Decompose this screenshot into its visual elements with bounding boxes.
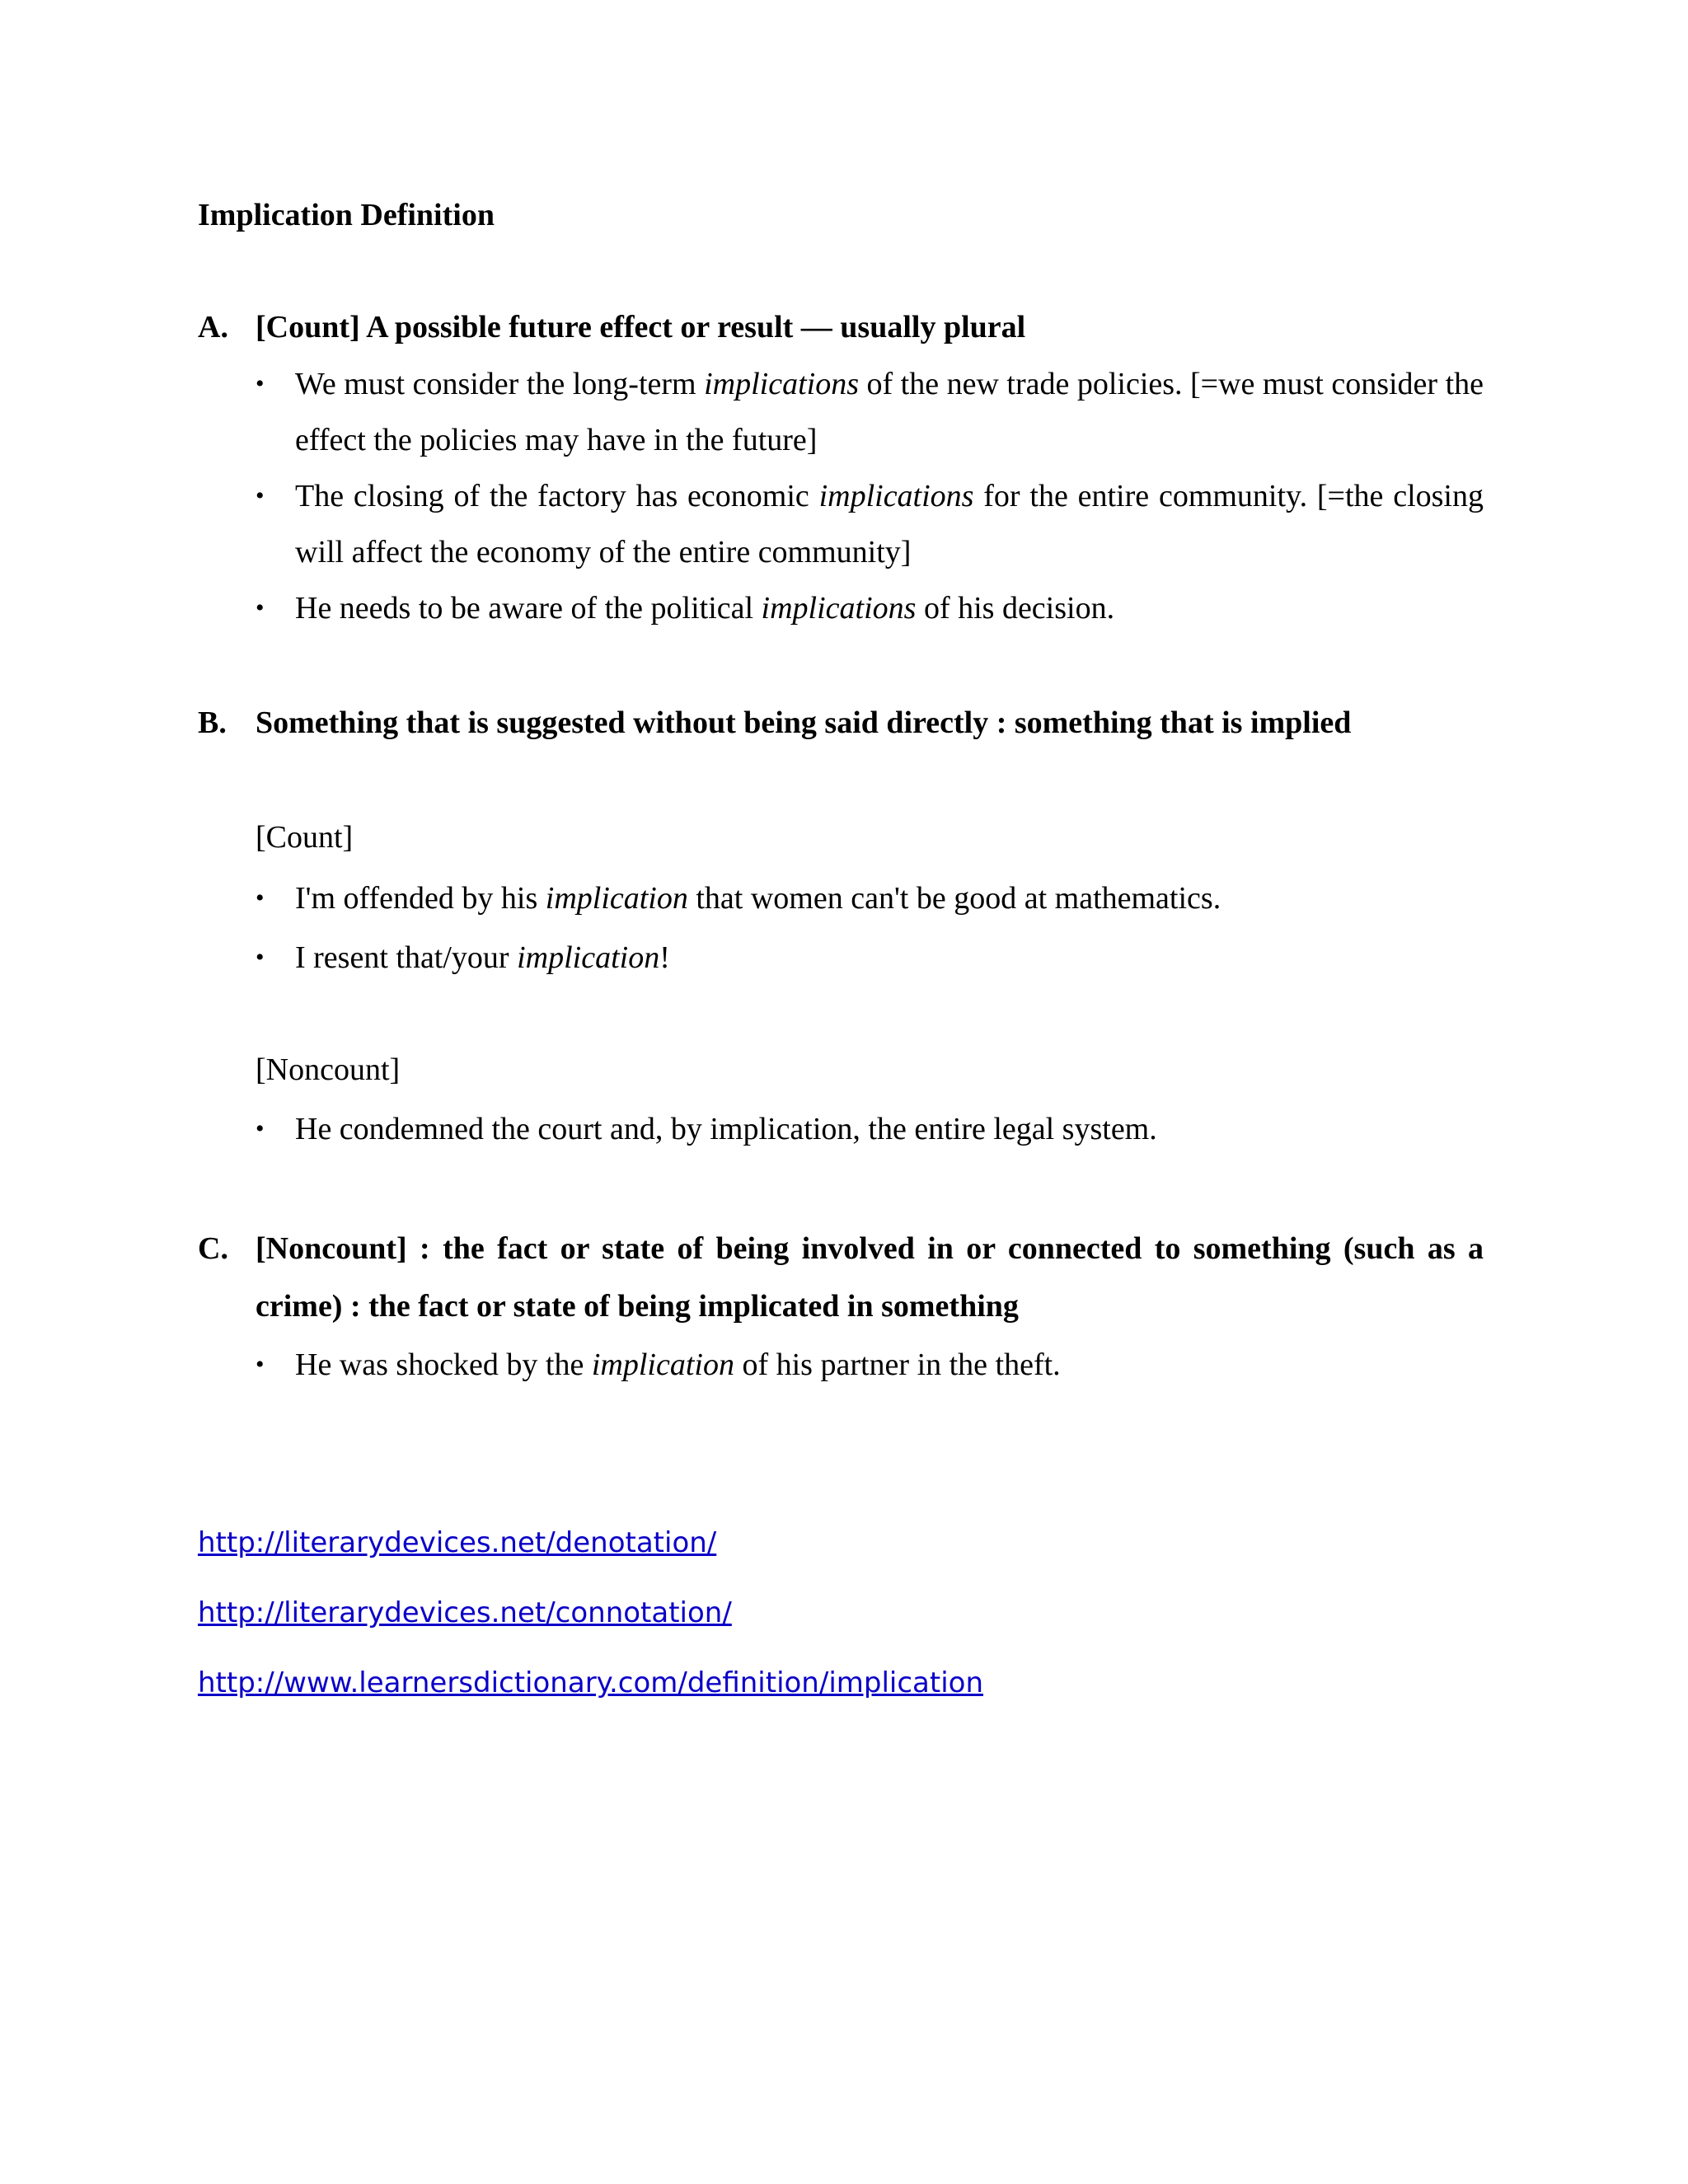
section-c-bullets — [256, 1337, 1484, 1393]
list-item: • He needs to be aware of the political implications of his decision. — [256, 580, 1484, 636]
bullet-icon: • — [256, 594, 265, 621]
link-learnersdictionary[interactable]: http://www.learnersdictionary.com/definition/implication — [198, 1666, 984, 1699]
list-item: • He was shocked by the implication of his partner in the theft. — [256, 1337, 1484, 1393]
section-b-noncount-bullets — [256, 1101, 1484, 1157]
section-b-heading — [198, 694, 1484, 752]
section-c-heading-text: [Noncount] : the fact or state of being involved in or connected to something (such as a crime) : the fact or state of being implicated in something — [256, 1231, 1484, 1324]
section-a-letter: A. — [198, 310, 228, 344]
section-b-count-label: [Count] — [256, 820, 354, 855]
list-item: • We must consider the long-term implications of the new trade policies. [=we must consider the effect the policies may have in the future] — [256, 356, 1484, 468]
link-denotation[interactable]: http://literarydevices.net/denotation/ — [198, 1526, 717, 1559]
bullet-icon: • — [256, 884, 265, 912]
section-c-heading — [198, 1220, 1484, 1335]
section-a-heading — [198, 298, 1484, 356]
bullet-icon: • — [256, 370, 265, 397]
section-b-noncount-label: [Noncount] — [256, 1052, 401, 1087]
bullet-icon: • — [256, 1351, 265, 1378]
section-a-heading-text: [Count] A possible future effect or result — usually plural — [256, 310, 1026, 344]
link-connotation[interactable]: http://literarydevices.net/connotation/ — [198, 1596, 732, 1629]
list-item: • I resent that/your implication! — [256, 928, 1484, 987]
list-item: • The closing of the factory has economic implications for the entire community. [=the closing will affect the economy of the entire community] — [256, 468, 1484, 580]
document-page — [198, 0, 1484, 2184]
section-b-letter: B. — [198, 705, 227, 740]
section-b-heading-text: Something that is suggested without being said directly : something that is implied — [256, 705, 1352, 740]
reference-links — [198, 1508, 983, 1718]
section-c-letter: C. — [198, 1231, 228, 1266]
section-b-count-bullets — [256, 869, 1484, 987]
list-item: • He condemned the court and, by implication, the entire legal system. — [256, 1101, 1484, 1157]
list-item: • I'm offended by his implication that women can't be good at mathematics. — [256, 869, 1484, 928]
document-title: Implication Definition — [198, 198, 495, 232]
bullet-icon: • — [256, 944, 265, 971]
bullet-icon: • — [256, 482, 265, 509]
bullet-icon: • — [256, 1115, 265, 1142]
section-a-bullets — [256, 356, 1484, 636]
